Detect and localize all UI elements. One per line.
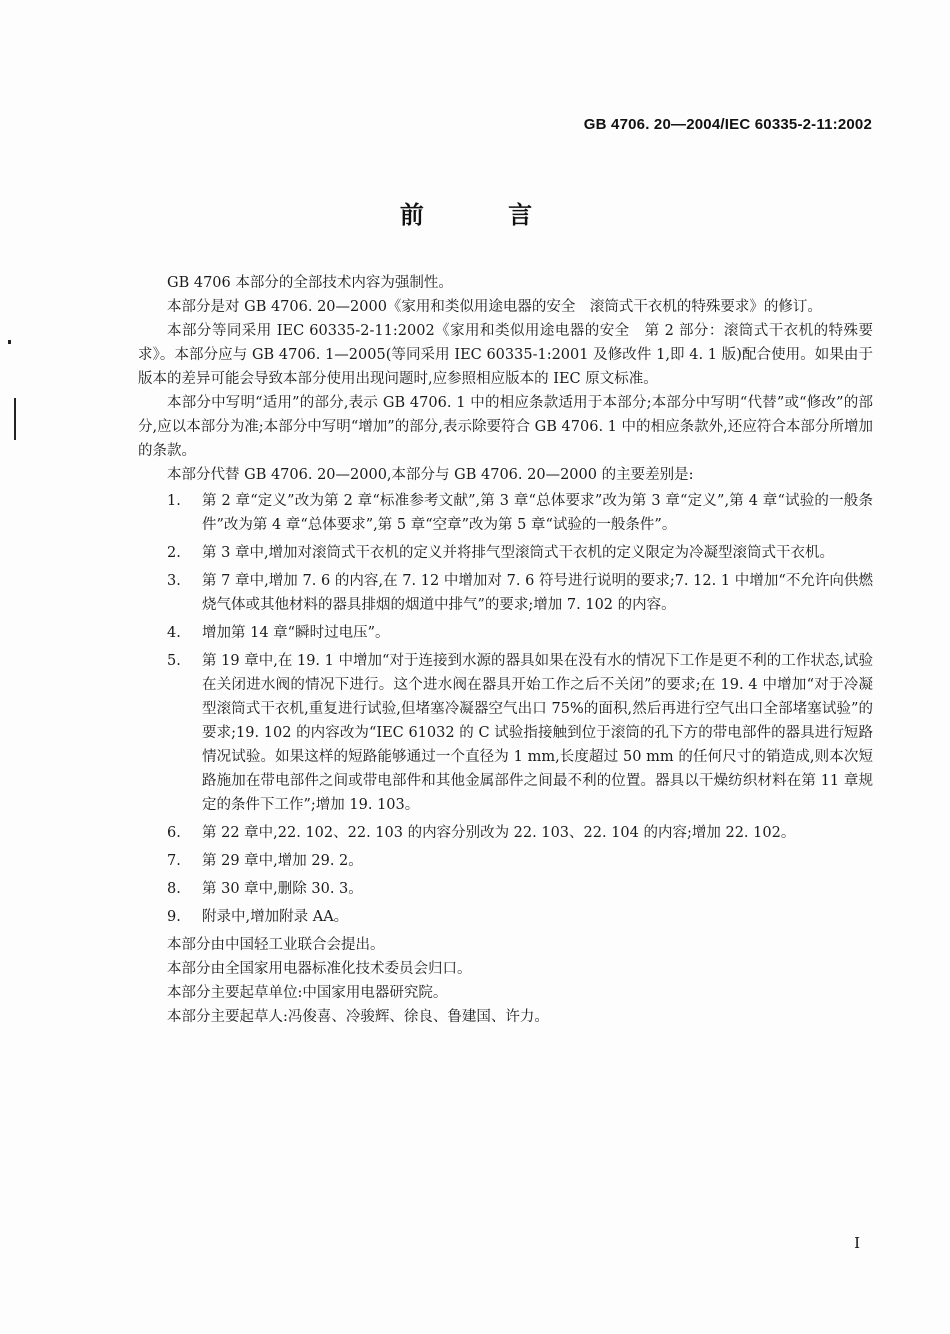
paragraph: 本部分由中国轻工业联合会提出。 [167, 937, 385, 953]
list-item-number: 7. [167, 853, 181, 869]
list-item [138, 489, 873, 537]
list-item-text: 第 2 章“定义”改为第 2 章“标准参考文献”,第 3 章“总体要求”改为第 3 章“定义”,第 4 章“试验的一般条件”改为第 4 章“总体要求”,第 5 章“空章”改为第 5 章“试验的一般条件”。 [202, 493, 873, 533]
list-item [138, 541, 873, 565]
list-item-number: 9. [167, 909, 181, 925]
list-item-number: 2. [167, 545, 181, 561]
page-title: 前 言 [399, 201, 571, 229]
paragraph: 本部分等同采用 IEC 60335-2-11:2002《家用和类似用途电器的安全 第 2 部分：滚筒式干衣机的特殊要求》。本部分应与 GB 4706. 1—2005(等同采用 IEC 60335-1:2001 及修改件 1,即 4. 1 版)配合使用。如果由于版本的差异可能会导致本部分使用出现问题时,应参照相应版本的 IEC 原文标准。 [138, 323, 873, 387]
list-item-text: 附录中,增加附录 AA。 [202, 909, 349, 925]
list-item-number: 4. [167, 625, 181, 641]
list-item [138, 621, 873, 645]
scan-mark-top [8, 340, 11, 344]
list-item [138, 649, 873, 817]
list-item-text: 第 7 章中,增加 7. 6 的内容,在 7. 12 中增加对 7. 6 符号进行说明的要求;7. 12. 1 中增加“不允许向供燃烧气体或其他材料的器具排烟的烟道中排气”的要求;增加 7. 102 的内容。 [202, 573, 873, 613]
paragraph: 本部分是对 GB 4706. 20—2000《家用和类似用途电器的安全 滚筒式干衣机的特殊要求》的修订。 [167, 299, 822, 315]
list-item [138, 905, 873, 929]
list-item-number: 1. [167, 493, 181, 509]
document-body [138, 271, 873, 1029]
paragraph: 本部分主要起草人:冯俊喜、冷骏辉、徐良、鲁建国、许力。 [167, 1009, 549, 1025]
list-item-number: 5. [167, 653, 181, 669]
paragraph: 本部分中写明“适用”的部分,表示 GB 4706. 1 中的相应条款适用于本部分;本部分中写明“代替”或“修改”的部分,应以本部分为准;本部分中写明“增加”的部分,表示除要符合 GB 4706. 1 中的相应条款外,还应符合本部分所增加的条款。 [138, 395, 873, 459]
list-item [138, 569, 873, 617]
list-item-text: 第 22 章中,22. 102、22. 103 的内容分别改为 22. 103、22. 104 的内容;增加 22. 102。 [202, 825, 796, 841]
list-item-number: 3. [167, 573, 181, 589]
list-item [138, 821, 873, 845]
list-item-number: 6. [167, 825, 181, 841]
list-item-text: 第 19 章中,在 19. 1 中增加“对于连接到水源的器具如果在没有水的情况下工作是更不利的工作状态,试验在关闭进水阀的情况下进行。这个进水阀在器具开始工作之后不关闭”的要求;在 19. 4 中增加“对于冷凝型滚筒式干衣机,重复进行试验,但堵塞冷凝器空气出口 75%的面积,然后再进行空气出口全部堵塞试验”的要求;19. 102 的内容改为“IEC 61032 的 C 试验指接触到位于滚筒的孔下方的带电部件的器具进行短路情况试验。如果这样的短路能够通过一个直径为 1 mm,长度超过 50 mm 的任何尺寸的销造成,则本次短路施加在带电部件之间或带电部件和其他金属部件之间最不利的位置。器具以干燥纺织材料在第 11 章规定的条件下工作”;增加 19. 103。 [202, 653, 873, 813]
paragraph: 本部分主要起草单位:中国家用电器研究院。 [167, 985, 448, 1001]
paragraph: 本部分由全国家用电器标准化技术委员会归口。 [167, 961, 472, 977]
list-item-text: 第 3 章中,增加对滚筒式干衣机的定义并将排气型滚筒式干衣机的定义限定为冷凝型滚筒式干衣机。 [202, 545, 835, 561]
list-item-text: 增加第 14 章“瞬时过电压”。 [202, 625, 390, 641]
standard-code-header: GB 4706. 20—2004/IEC 60335-2-11:2002 [583, 116, 872, 133]
paragraph: GB 4706 本部分的全部技术内容为强制性。 [167, 275, 453, 291]
list-item [138, 877, 873, 901]
list-item [138, 849, 873, 873]
list-item-text: 第 29 章中,增加 29. 2。 [202, 853, 363, 869]
list-item-number: 8. [167, 881, 181, 897]
page-number: I [854, 1234, 860, 1252]
scan-mark-left [14, 398, 16, 440]
paragraph: 本部分代替 GB 4706. 20—2000,本部分与 GB 4706. 20—2000 的主要差别是: [167, 467, 694, 483]
list-item-text: 第 30 章中,删除 30. 3。 [202, 881, 363, 897]
